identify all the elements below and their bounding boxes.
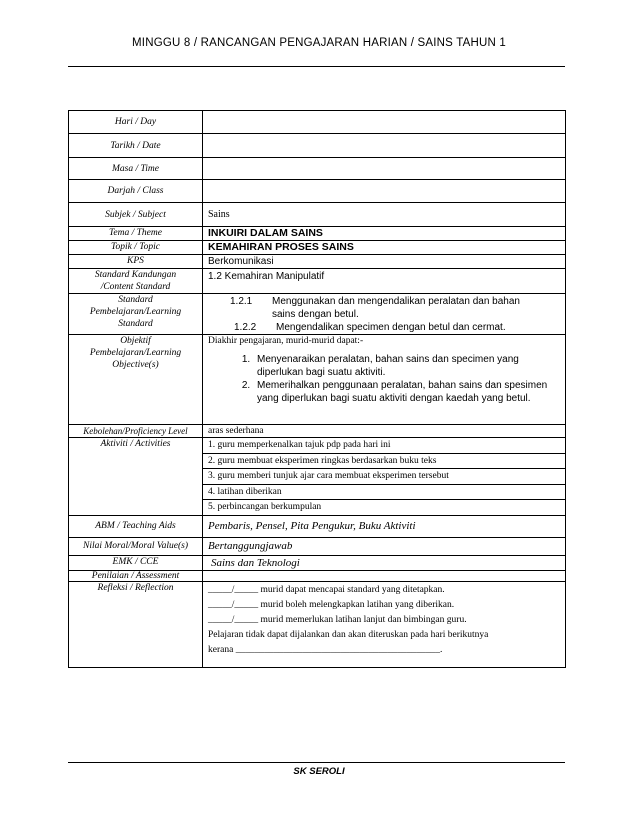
topic-label: Topik / Topic bbox=[69, 241, 203, 255]
class-label: Darjah / Class bbox=[69, 180, 203, 203]
row-subject bbox=[69, 203, 566, 227]
class-value[interactable] bbox=[203, 180, 566, 203]
content-standard-value: 1.2 Kemahiran Manipulatif bbox=[203, 269, 566, 294]
learning-standard-text-cont: sains dengan betul. bbox=[272, 309, 359, 320]
content-standard-label-line1: Standard Kandungan bbox=[94, 270, 177, 280]
lesson-plan-table bbox=[68, 110, 566, 668]
topic-value: KEMAHIRAN PROSES SAINS bbox=[203, 241, 566, 255]
learning-standard-label-line1: Standard bbox=[118, 295, 153, 305]
page-title: MINGGU 8 / RANCANGAN PENGAJARAN HARIAN / SAINS TAHUN 1 bbox=[132, 37, 506, 49]
learning-standard-text: Mengendalikan specimen dengan betul dan cermat. bbox=[276, 322, 506, 333]
reflection-label: Refleksi / Reflection bbox=[69, 581, 203, 667]
emk-label: EMK / CCE bbox=[69, 555, 203, 570]
kps-label: KPS bbox=[69, 255, 203, 269]
row-kps bbox=[69, 255, 566, 269]
row-time bbox=[69, 158, 566, 180]
learning-standard-number: 1.2.1 bbox=[230, 296, 253, 307]
moral-values-label: Nilai Moral/Moral Value(s) bbox=[69, 537, 203, 555]
theme-label: Tema / Theme bbox=[69, 227, 203, 241]
objective-item: 1. Menyenaraikan peralatan, bahan sains dan specimen yang diperlukan bagi suatu aktiviti. bbox=[253, 353, 565, 379]
row-objectives bbox=[69, 335, 566, 425]
activities-label: Aktiviti / Activities bbox=[69, 438, 203, 516]
reflection-line: Pelajaran tidak dapat dijalankan dan akan diteruskan pada hari berikutnya bbox=[208, 629, 489, 640]
objectives-label-line1: Objektif bbox=[120, 336, 151, 346]
reflection-line: _____/_____ murid boleh melengkapkan latihan yang diberikan. bbox=[208, 599, 455, 610]
date-label: Tarikh / Date bbox=[69, 134, 203, 158]
row-moral-values bbox=[69, 537, 566, 555]
learning-standard-label-line2: Pembelajaran/Learning bbox=[89, 307, 182, 317]
time-value[interactable] bbox=[203, 158, 566, 180]
row-assessment bbox=[69, 570, 566, 581]
objectives-value bbox=[203, 335, 566, 425]
row-teaching-aids bbox=[69, 515, 566, 537]
learning-standard-number: 1.2.2 bbox=[234, 322, 257, 333]
day-label: Hari / Day bbox=[69, 111, 203, 134]
row-emk bbox=[69, 555, 566, 570]
learning-standard-item bbox=[230, 295, 565, 308]
date-value[interactable] bbox=[203, 134, 566, 158]
assessment-label: Penilaian / Assessment bbox=[69, 570, 203, 581]
row-content-standard bbox=[69, 269, 566, 294]
row-day bbox=[69, 111, 566, 134]
activity-item: 5. perbincangan berkumpulan bbox=[208, 502, 322, 512]
objectives-list bbox=[203, 353, 565, 405]
time-label: Masa / Time bbox=[69, 158, 203, 180]
kps-value: Berkomunikasi bbox=[203, 255, 566, 269]
moral-values-value: Bertanggungjawab bbox=[203, 537, 566, 555]
activity-item: 3. guru memberi tunjuk ajar cara membuat eksperimen tersebut bbox=[203, 469, 565, 485]
row-proficiency bbox=[69, 425, 566, 438]
teaching-aids-label: ABM / Teaching Aids bbox=[69, 515, 203, 537]
content-standard-label bbox=[69, 269, 203, 294]
activity-item: 4. latihan diberikan bbox=[203, 485, 565, 501]
learning-standard-label bbox=[69, 294, 203, 335]
learning-standard-value bbox=[203, 294, 566, 335]
assessment-value[interactable] bbox=[203, 570, 566, 581]
reflection-value bbox=[203, 581, 566, 667]
reflection-line: _____/_____ murid dapat mencapai standard yang ditetapkan. bbox=[208, 584, 445, 595]
activity-item: 1. guru memperkenalkan tajuk pdp pada hari ini bbox=[203, 438, 565, 454]
row-activities bbox=[69, 438, 566, 516]
content-standard-label-line2: /Content Standard bbox=[100, 282, 171, 292]
subject-label: Subjek / Subject bbox=[69, 203, 203, 227]
emk-value: Sains dan Teknologi bbox=[203, 555, 566, 570]
objectives-label-line3: Objective(s) bbox=[112, 360, 159, 370]
row-topic bbox=[69, 241, 566, 255]
learning-standard-text: Menggunakan dan mengendalikan peralatan dan bahan bbox=[272, 296, 520, 307]
proficiency-value: aras sederhana bbox=[203, 425, 566, 438]
header-divider bbox=[68, 66, 565, 67]
activities-value bbox=[203, 438, 566, 516]
theme-value: INKUIRI DALAM SAINS bbox=[203, 227, 566, 241]
activity-item: 2. guru membuat eksperimen ringkas berdasarkan buku teks bbox=[203, 454, 565, 470]
row-learning-standard bbox=[69, 294, 566, 335]
objectives-label bbox=[69, 335, 203, 425]
teaching-aids-value: Pembaris, Pensel, Pita Pengukur, Buku Aktiviti bbox=[203, 515, 566, 537]
footer-divider bbox=[68, 762, 565, 763]
subject-value: Sains bbox=[203, 203, 566, 227]
school-name: SK SEROLI bbox=[293, 766, 345, 777]
reflection-line: kerana ___________________________________________. bbox=[208, 644, 443, 655]
row-class bbox=[69, 180, 566, 203]
row-date bbox=[69, 134, 566, 158]
learning-standard-label-line3: Standard bbox=[118, 319, 153, 329]
objectives-intro: Diakhir pengajaran, murid-murid dapat:- bbox=[208, 336, 364, 346]
row-theme bbox=[69, 227, 566, 241]
objective-item: 2. Memerihalkan penggunaan peralatan, bahan sains dan spesimen yang diperlukan bagi suatu aktiviti dengan kaedah yang betul. bbox=[253, 379, 565, 405]
learning-standard-item bbox=[230, 321, 565, 334]
row-reflection bbox=[69, 581, 566, 667]
day-value[interactable] bbox=[203, 111, 566, 134]
proficiency-label: Kebolehan/Proficiency Level bbox=[69, 425, 203, 438]
reflection-line: _____/_____ murid memerlukan latihan lanjut dan bimbingan guru. bbox=[208, 614, 467, 625]
objectives-label-line2: Pembelajaran/Learning bbox=[89, 348, 182, 358]
